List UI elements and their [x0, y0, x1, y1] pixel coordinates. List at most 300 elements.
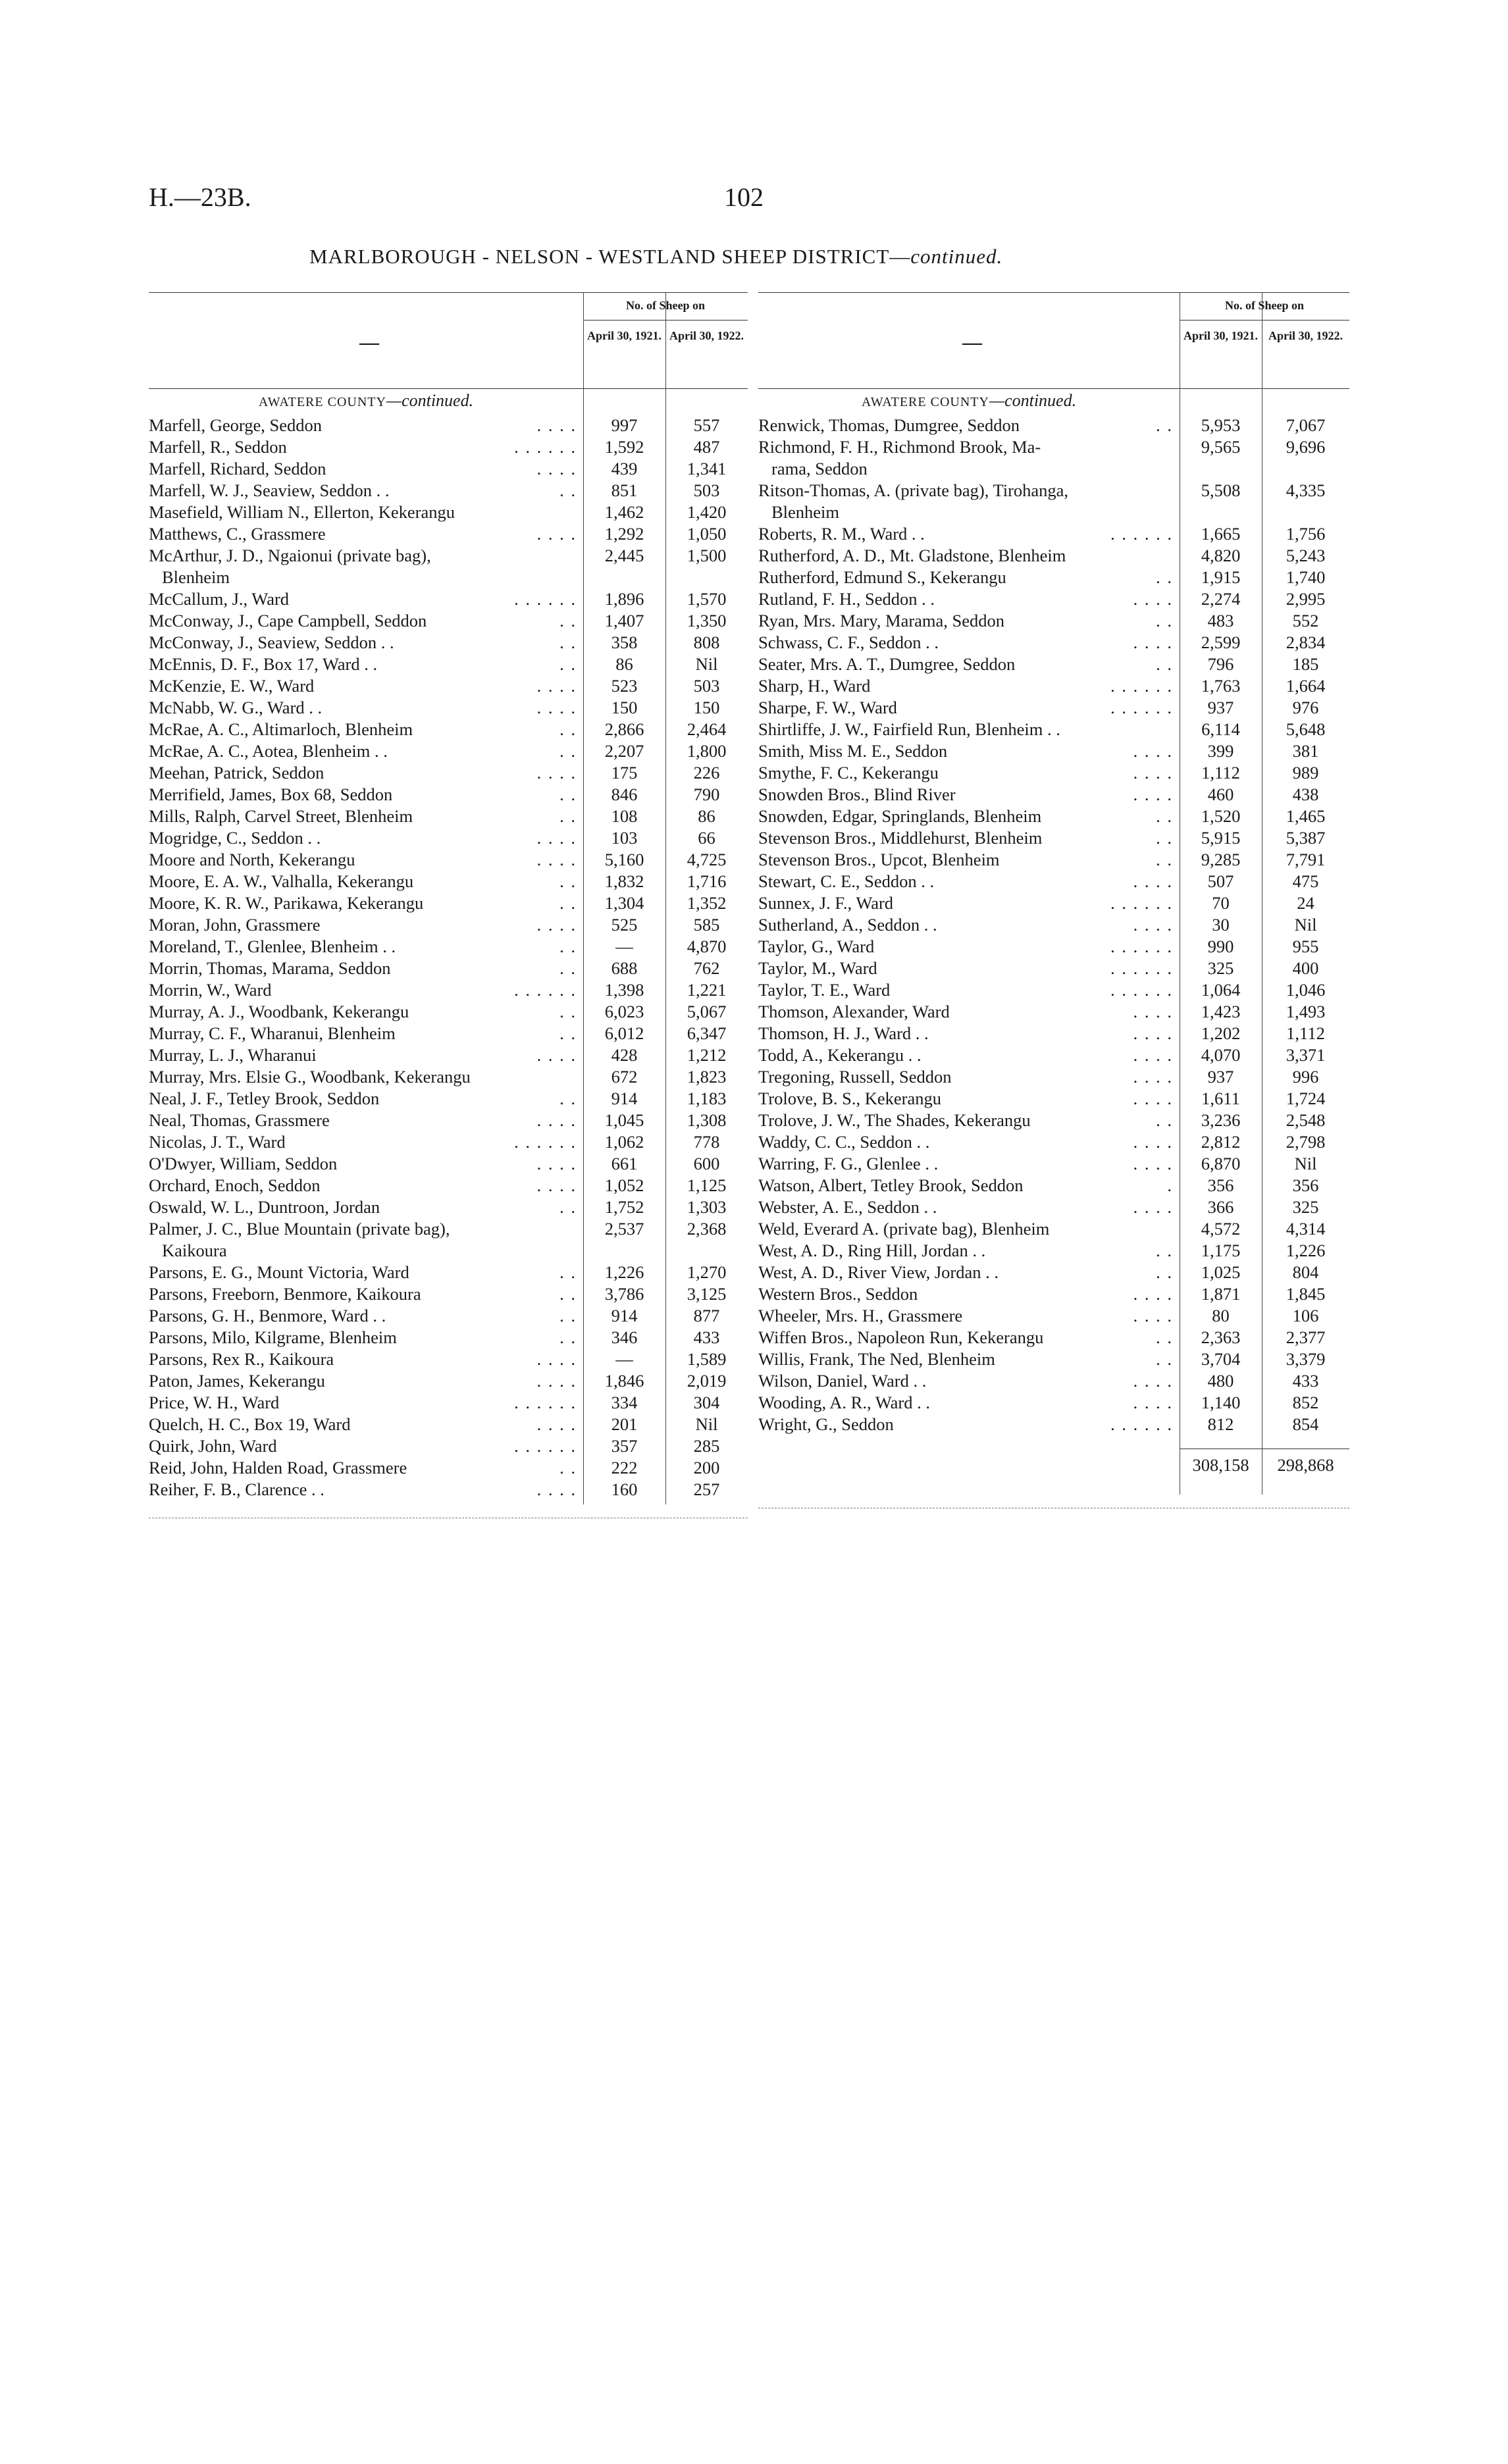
sheep-1921-value: 5,508 [1201, 480, 1241, 500]
county-heading [149, 391, 583, 411]
sheep-1921-value: 525 [611, 915, 638, 935]
leader-dots: . . . . [536, 915, 577, 935]
leader-dots: . . . . [1133, 1089, 1173, 1108]
sheep-1921-value: 108 [611, 806, 638, 826]
leader-dots: . . . . [536, 459, 577, 478]
sheep-1922-value: 2,798 [1286, 1132, 1326, 1152]
leader-dots: . . [559, 1327, 577, 1347]
table-row [758, 784, 1349, 806]
sheep-1921-value: 1,175 [1201, 1241, 1241, 1260]
sheep-1922-value: 9,696 [1286, 437, 1326, 457]
sheep-1922-value: 1,350 [687, 611, 727, 630]
table-row [149, 1479, 748, 1501]
sheep-1921-value: 3,786 [604, 1284, 644, 1304]
table-row [149, 1023, 748, 1044]
table-row [758, 1175, 1349, 1196]
table-row [758, 1023, 1349, 1044]
owner-name: O'Dwyer, William, Seddon [149, 1154, 338, 1173]
county-name: AWATERE COUNTY [861, 395, 989, 409]
sheep-1921-value: 2,445 [604, 546, 644, 565]
sheep-1922-value: 1,800 [687, 741, 727, 761]
leader-dots: . . . . [1133, 1154, 1173, 1173]
leader-dots: . . . . [1133, 784, 1173, 804]
sheep-1922-value: 557 [693, 415, 720, 435]
table-row [149, 871, 748, 892]
sheep-1921-value: 1,398 [604, 980, 644, 1000]
leader-dots: . . [1156, 1262, 1173, 1282]
table-row [758, 1262, 1349, 1283]
sheep-1922-value: 503 [693, 480, 720, 500]
table-row [758, 1240, 1349, 1262]
table-row [758, 849, 1349, 871]
leader-dots: . . [1156, 850, 1173, 869]
owner-name: McArthur, J. D., Ngaionui (private bag), [149, 546, 431, 565]
table-row [758, 610, 1349, 632]
owner-name: Wright, G., Seddon [758, 1414, 894, 1434]
sheep-1921-value: 6,012 [604, 1023, 644, 1043]
sheep-1921-value: 1,045 [604, 1110, 644, 1130]
sheep-1922-value: 304 [693, 1393, 720, 1412]
sheep-1922-value: 7,791 [1286, 850, 1326, 869]
owner-name: Murray, A. J., Woodbank, Kekerangu [149, 1002, 409, 1021]
table-row [758, 914, 1349, 936]
owner-name: Marfell, W. J., Seaview, Seddon . . [149, 480, 390, 500]
owner-name: Morrin, W., Ward [149, 980, 272, 1000]
sheep-1921-value: 399 [1207, 741, 1234, 761]
county-heading [758, 391, 1180, 411]
sheep-1922-value: 6,347 [687, 1023, 727, 1043]
leader-dots: . . . . . . [514, 1132, 577, 1152]
table-row [149, 588, 748, 610]
owner-name: McConway, J., Seaview, Seddon . . [149, 632, 394, 652]
column-header-1922: April 30, 1922. [1268, 329, 1343, 342]
sheep-1922-value: Nil [1294, 1154, 1317, 1173]
owner-name: West, A. D., Ring Hill, Jordan . . [758, 1241, 986, 1260]
sheep-1922-value: 1,845 [1286, 1284, 1326, 1304]
owner-name: Snowden Bros., Blind River [758, 784, 956, 804]
sheep-1921-value: 80 [1212, 1306, 1230, 1325]
sheep-1922-value: 433 [1292, 1371, 1319, 1391]
owner-name: Quirk, John, Ward [149, 1436, 277, 1456]
sheep-1921-value: 201 [611, 1414, 638, 1434]
owner-name: Oswald, W. L., Duntroon, Jordan [149, 1197, 380, 1217]
sheep-1921-value: 1,462 [604, 502, 644, 522]
sheep-1922-value: 1,420 [687, 502, 727, 522]
sheep-1922-value: 400 [1292, 958, 1319, 978]
owner-name: Palmer, J. C., Blue Mountain (private bag), [149, 1219, 450, 1239]
total-1921: 308,158 [1192, 1455, 1249, 1475]
sheep-1921-value: 2,537 [604, 1219, 644, 1239]
table-row [758, 545, 1349, 567]
owner-name: Wheeler, Mrs. H., Grassmere [758, 1306, 963, 1325]
table-row [758, 1370, 1349, 1392]
leader-dots: . . [1156, 611, 1173, 630]
sheep-1922-value: 475 [1292, 871, 1319, 891]
owner-name: McConway, J., Cape Campbell, Seddon [149, 611, 427, 630]
leader-dots: . [1167, 1175, 1173, 1195]
sheep-1921-value: 1,304 [604, 893, 644, 913]
sheep-1921-value: 439 [611, 459, 638, 478]
sheep-1922-value: 5,067 [687, 1002, 727, 1021]
owner-name: Shirtliffe, J. W., Fairfield Run, Blenheim . . [758, 719, 1060, 739]
leader-dots: . . [559, 1002, 577, 1021]
owner-name: Waddy, C. C., Seddon . . [758, 1132, 930, 1152]
table-row [149, 697, 748, 719]
owner-name: Parsons, Freeborn, Benmore, Kaikoura [149, 1284, 421, 1304]
owner-name: West, A. D., River View, Jordan . . [758, 1262, 999, 1282]
sheep-1921-value: 688 [611, 958, 638, 978]
table-row [758, 480, 1349, 523]
county-name: AWATERE COUNTY [258, 395, 386, 409]
leader-dots: . . [1156, 1349, 1173, 1369]
leader-dots: . . . . [1133, 1067, 1173, 1087]
table-row [149, 1175, 748, 1196]
table-row [149, 1218, 748, 1262]
sheep-1922-value: 381 [1292, 741, 1319, 761]
table-row [758, 632, 1349, 654]
leader-dots: . . . . [1133, 1023, 1173, 1043]
sheep-1922-value: 503 [693, 676, 720, 696]
sheep-1922-value: Nil [695, 1414, 718, 1434]
table-row [149, 1044, 748, 1066]
sheep-1922-value: 778 [693, 1132, 720, 1152]
owner-name: Webster, A. E., Seddon . . [758, 1197, 937, 1217]
table-row [758, 654, 1349, 675]
owner-name: Moore, K. R. W., Parikawa, Kekerangu [149, 893, 424, 913]
name-column-header: — [359, 332, 379, 353]
leader-dots: . . [1156, 1327, 1173, 1347]
sheep-1922-value: 1,823 [687, 1067, 727, 1087]
sheep-1922-value: 2,377 [1286, 1327, 1326, 1347]
owner-name: Mills, Ralph, Carvel Street, Blenheim [149, 806, 413, 826]
sheep-1922-value: 1,226 [1286, 1241, 1326, 1260]
leader-dots: . . . . [1133, 763, 1173, 783]
sheep-1922-value: 1,270 [687, 1262, 727, 1282]
owner-name: Snowden, Edgar, Springlands, Blenheim [758, 806, 1042, 826]
sheep-1921-value: 160 [611, 1479, 638, 1499]
owner-name: Rutherford, Edmund S., Kekerangu [758, 567, 1006, 587]
table-row [149, 1435, 748, 1457]
leader-dots: . . [559, 1284, 577, 1304]
leader-dots: . . . . [1133, 1306, 1173, 1325]
table-row [149, 675, 748, 697]
table-row [758, 827, 1349, 849]
sheep-1922-value: 1,341 [687, 459, 727, 478]
sheep-1922-value: 1,303 [687, 1197, 727, 1217]
table-row [149, 1457, 748, 1479]
table-row [149, 892, 748, 914]
leader-dots: . . [559, 611, 577, 630]
owner-name: McNabb, W. G., Ward . . [149, 698, 323, 717]
owner-name: Trolove, B. S., Kekerangu [758, 1089, 941, 1108]
table-row [149, 1327, 748, 1348]
owner-name: Ryan, Mrs. Mary, Marama, Seddon [758, 611, 1005, 630]
page-title [309, 245, 1002, 269]
leader-dots: . . . . . . [1110, 937, 1173, 956]
owner-name: Rutherford, A. D., Mt. Gladstone, Blenheim [758, 546, 1066, 565]
table-row [149, 1305, 748, 1327]
sheep-1921-value: 661 [611, 1154, 638, 1173]
owner-name: Merrifield, James, Box 68, Seddon [149, 784, 393, 804]
sheep-1921-value: 222 [611, 1458, 638, 1477]
sheep-1921-value: 997 [611, 415, 638, 435]
leader-dots: . . . . [536, 1045, 577, 1065]
sheep-1922-value: 226 [693, 763, 720, 783]
owner-name: Orchard, Enoch, Seddon [149, 1175, 321, 1195]
sheep-1922-value: 24 [1297, 893, 1314, 913]
sheep-1922-value: 808 [693, 632, 720, 652]
sheep-1921-value: 1,112 [1201, 763, 1240, 783]
sheep-1921-value: 4,820 [1201, 546, 1241, 565]
sheep-1921-value: 358 [611, 632, 638, 652]
sheep-1921-value: 6,114 [1201, 719, 1240, 739]
sheep-1921-value: 914 [611, 1089, 638, 1108]
sheep-1922-value: 185 [1292, 654, 1319, 674]
owner-name: Meehan, Patrick, Seddon [149, 763, 325, 783]
leader-dots: . . [559, 741, 577, 761]
table-row [149, 1414, 748, 1435]
leader-dots: . . . . [1133, 915, 1173, 935]
leader-dots: . . [559, 632, 577, 652]
table-row [758, 1066, 1349, 1088]
sheep-1921-value: 325 [1207, 958, 1234, 978]
sheep-1922-value: 585 [693, 915, 720, 935]
sheep-1921-value: 523 [611, 676, 638, 696]
sheep-1921-value: 1,226 [604, 1262, 644, 1282]
owner-name-continued: Kaikoura [162, 1241, 227, 1260]
sheep-1921-value: 30 [1212, 915, 1230, 935]
sheep-1921-value: 2,866 [604, 719, 644, 739]
leader-dots: . . . . . . [514, 980, 577, 1000]
leader-dots: . . . . [536, 676, 577, 696]
sheep-1922-value: 1,664 [1286, 676, 1326, 696]
sheep-1922-value: 1,740 [1286, 567, 1326, 587]
owner-name: Taylor, T. E., Ward [758, 980, 891, 1000]
leader-dots: . . [1156, 654, 1173, 674]
sheep-1921-value: — [615, 937, 633, 956]
table-row [149, 1196, 748, 1218]
sheep-1922-value: 5,648 [1286, 719, 1326, 739]
sheep-1921-value: 9,565 [1201, 437, 1241, 457]
sheep-1922-value: 285 [693, 1436, 720, 1456]
leader-dots: . . [1156, 415, 1173, 435]
table-row [758, 675, 1349, 697]
sheep-1922-value: 552 [1292, 611, 1319, 630]
owner-name: Parsons, Milo, Kilgrame, Blenheim [149, 1327, 397, 1347]
owner-name: Stevenson Bros., Upcot, Blenheim [758, 850, 1000, 869]
table-row [758, 936, 1349, 958]
leader-dots: . . . . [1133, 1045, 1173, 1065]
owner-name: Murray, Mrs. Elsie G., Woodbank, Kekerangu [149, 1067, 471, 1087]
owner-name: Taylor, G., Ward [758, 937, 875, 956]
table-row [758, 1392, 1349, 1414]
sheep-1922-value: 3,379 [1286, 1349, 1326, 1369]
table-row [149, 1131, 748, 1153]
owner-name: Parsons, G. H., Benmore, Ward . . [149, 1306, 386, 1325]
table-header-rule [149, 388, 748, 389]
leader-dots: . . . . [1133, 1284, 1173, 1304]
leader-dots: . . . . [536, 1479, 577, 1499]
leader-dots: . . . . [536, 1154, 577, 1173]
owner-name: Mogridge, C., Seddon . . [149, 828, 321, 848]
sheep-1922-value: 487 [693, 437, 720, 457]
sheep-1921-value: 914 [611, 1306, 638, 1325]
owner-name: Reiher, F. B., Clarence . . [149, 1479, 325, 1499]
leader-dots: . . . . [1133, 871, 1173, 891]
table-row [149, 914, 748, 936]
sheep-1922-value: 804 [1292, 1262, 1319, 1282]
leader-dots: . . . . . . [1110, 524, 1173, 544]
table-row [149, 415, 748, 436]
leader-dots: . . [559, 719, 577, 739]
owner-name: Morrin, Thomas, Marama, Seddon [149, 958, 391, 978]
owner-name: Neal, J. F., Tetley Brook, Seddon [149, 1089, 380, 1108]
sheep-1921-value: 1,832 [604, 871, 644, 891]
leader-dots: . . . . [536, 1349, 577, 1369]
sheep-1922-value: 976 [1292, 698, 1319, 717]
table-row [758, 958, 1349, 979]
sheep-1921-value: 6,023 [604, 1002, 644, 1021]
leader-dots: . . . . . . [1110, 893, 1173, 913]
sheep-1922-value: Nil [695, 654, 718, 674]
sheep-1922-value: 4,870 [687, 937, 727, 956]
table-row [149, 610, 748, 632]
table-row [149, 1283, 748, 1305]
sheep-1921-value: 1,423 [1201, 1002, 1241, 1021]
table-row [758, 1088, 1349, 1110]
leader-dots: . . [1156, 567, 1173, 587]
owner-name: Sharpe, F. W., Ward [758, 698, 897, 717]
sheep-1922-value: 5,387 [1286, 828, 1326, 848]
sheep-1922-value: 2,995 [1286, 589, 1326, 609]
sheep-1922-value: 790 [693, 784, 720, 804]
leader-dots: . . . . [1133, 1393, 1173, 1412]
table-row [149, 849, 748, 871]
document-code: H.—23B. [149, 182, 251, 212]
column-group-header: No. of Sheep on [1224, 299, 1304, 312]
sheep-1921-value: 428 [611, 1045, 638, 1065]
owner-name: Moore, E. A. W., Valhalla, Kekerangu [149, 871, 414, 891]
leader-dots: . . [559, 1089, 577, 1108]
leader-dots: . . . . . . [514, 589, 577, 609]
leader-dots: . . [1156, 828, 1173, 848]
owner-name: Roberts, R. M., Ward . . [758, 524, 925, 544]
table-row [149, 719, 748, 740]
sheep-1921-value: 812 [1207, 1414, 1234, 1434]
leader-dots: . . . . [536, 850, 577, 869]
sheep-1921-value: 1,202 [1201, 1023, 1241, 1043]
owner-name: Parsons, E. G., Mount Victoria, Ward [149, 1262, 409, 1282]
sheep-1922-value: 1,589 [687, 1349, 727, 1369]
owner-name: Murray, C. F., Wharanui, Blenheim [149, 1023, 396, 1043]
table-top-rule [149, 292, 748, 293]
owner-name: Marfell, R., Seddon [149, 437, 287, 457]
owner-name: Willis, Frank, The Ned, Blenheim [758, 1349, 995, 1369]
leader-dots: . . [559, 1023, 577, 1043]
sheep-1922-value: 1,046 [1286, 980, 1326, 1000]
table-row [758, 1218, 1349, 1240]
table-row [149, 523, 748, 545]
leader-dots: . . [559, 480, 577, 500]
sheep-1922-value: 1,112 [1286, 1023, 1325, 1043]
sheep-1922-value: 600 [693, 1154, 720, 1173]
sheep-1921-value: 2,363 [1201, 1327, 1241, 1347]
table-row [149, 1088, 748, 1110]
leader-dots: . . . . . . [1110, 676, 1173, 696]
sheep-1921-value: 1,665 [1201, 524, 1241, 544]
leader-dots: . . . . [1133, 1002, 1173, 1021]
table-row [758, 1001, 1349, 1023]
sheep-1921-value: 2,274 [1201, 589, 1241, 609]
leader-dots: . . . . [536, 524, 577, 544]
sheep-1922-value: 150 [693, 698, 720, 717]
table-row [149, 1348, 748, 1370]
owner-name: Moran, John, Grassmere [149, 915, 321, 935]
leader-dots: . . [559, 784, 577, 804]
sheep-1921-value: 2,207 [604, 741, 644, 761]
sheep-1922-value: 1,352 [687, 893, 727, 913]
sheep-1921-value: 357 [611, 1436, 638, 1456]
owner-name: Paton, James, Kekerangu [149, 1371, 325, 1391]
owner-name: Renwick, Thomas, Dumgree, Seddon [758, 415, 1020, 435]
table-row [758, 588, 1349, 610]
sheep-1921-value: 1,025 [1201, 1262, 1241, 1282]
owner-name: Smythe, F. C., Kekerangu [758, 763, 939, 783]
sheep-1921-value: 70 [1212, 893, 1230, 913]
sheep-1922-value: 1,465 [1286, 806, 1326, 826]
owner-name: Schwass, C. F., Seddon . . [758, 632, 939, 652]
leader-dots: . . . . . . [514, 1436, 577, 1456]
sheep-1921-value: 5,953 [1201, 415, 1241, 435]
sheep-1921-value: 356 [1207, 1175, 1234, 1195]
owner-name: Quelch, H. C., Box 19, Ward [149, 1414, 351, 1434]
sheep-1921-value: 846 [611, 784, 638, 804]
owner-name-continued: rama, Seddon [771, 459, 868, 478]
leader-dots: . . [559, 1306, 577, 1325]
owner-name: Wilson, Daniel, Ward . . [758, 1371, 927, 1391]
sheep-1921-value: 1,064 [1201, 980, 1241, 1000]
sheep-1921-value: 937 [1207, 698, 1234, 717]
owner-name: Marfell, Richard, Seddon [149, 459, 326, 478]
table-row [149, 936, 748, 958]
sheep-1921-value: 937 [1207, 1067, 1234, 1087]
owner-name: McCallum, J., Ward [149, 589, 290, 609]
sheep-1921-value: 1,846 [604, 1371, 644, 1391]
sheep-1921-value: 1,896 [604, 589, 644, 609]
column-group-header: No. of Sheep on [625, 299, 705, 312]
leader-dots: . . [1156, 1241, 1173, 1260]
owner-name: Smith, Miss M. E., Seddon [758, 741, 948, 761]
table-row [149, 806, 748, 827]
sheep-1921-value: 990 [1207, 937, 1234, 956]
leader-dots: . . . . [536, 1371, 577, 1391]
owner-name: Weld, Everard A. (private bag), Blenheim [758, 1219, 1050, 1239]
owner-name: Stevenson Bros., Middlehurst, Blenheim [758, 828, 1043, 848]
sheep-1922-value: 1,125 [687, 1175, 727, 1195]
table-row [149, 1066, 748, 1088]
owner-name: McEnnis, D. F., Box 17, Ward . . [149, 654, 378, 674]
title-main: MARLBOROUGH - NELSON - WESTLAND SHEEP DISTRICT— [309, 245, 911, 268]
owner-name: McRae, A. C., Aotea, Blenheim . . [149, 741, 388, 761]
table-row [149, 1001, 748, 1023]
sheep-1922-value: 5,243 [1286, 546, 1326, 565]
table-row [149, 1262, 748, 1283]
sheep-1921-value: 1,611 [1201, 1089, 1240, 1108]
leader-dots: . . [559, 893, 577, 913]
leader-dots: . . [559, 806, 577, 826]
table-row [758, 1044, 1349, 1066]
sheep-1922-value: 2,834 [1286, 632, 1326, 652]
